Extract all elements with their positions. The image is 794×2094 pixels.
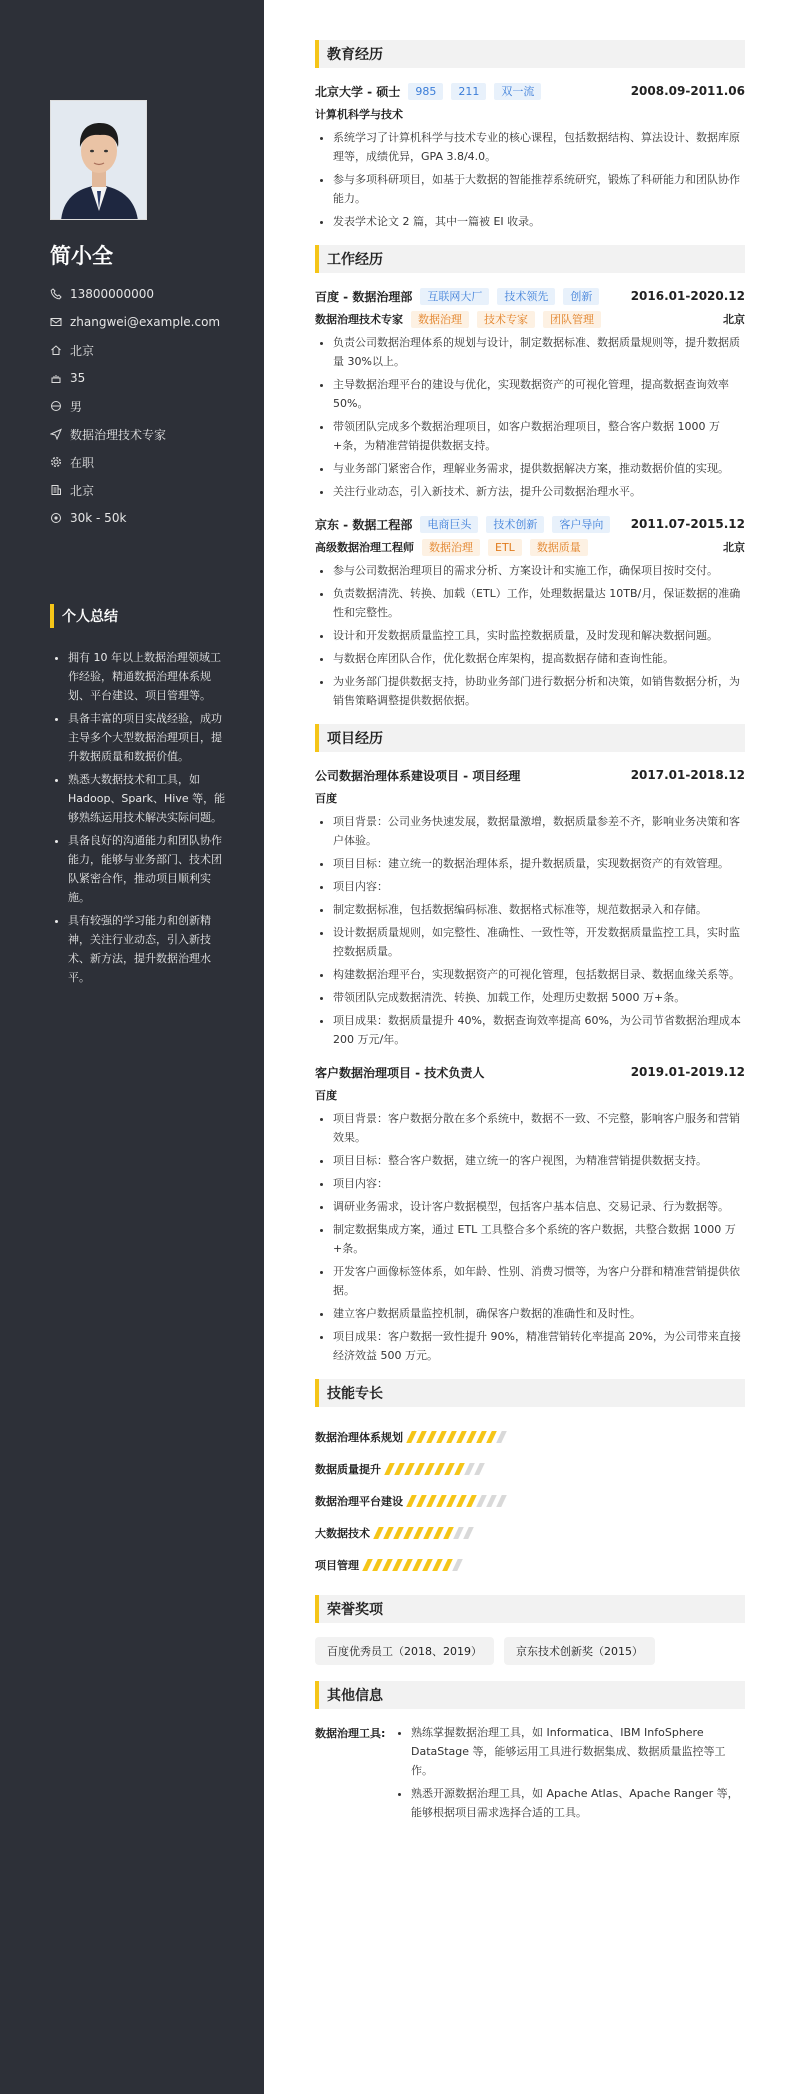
list-item: • 项目内容： [333, 1174, 745, 1193]
tag: 互联网大厂 [420, 288, 489, 305]
list-item: • 设计和开发数据质量监控工具，实时监控数据质量，及时发现和解决数据问题。 [333, 626, 745, 645]
work-header: 工作经历 [315, 245, 745, 273]
honor-badge: 百度优秀员工（2018、2019） [315, 1637, 494, 1665]
list-item: • 参与公司数据治理项目的需求分析、方案设计和实施工作，确保项目按时交付。 [333, 561, 745, 580]
position: 高级数据治理工程师 [315, 541, 414, 554]
skills-list [315, 1421, 745, 1581]
list-item: • 熟练掌握数据治理工具，如 Informatica、IBM InfoSphere DataStage 等，能够运用工具进行数据集成、数据质量监控等工作。 [411, 1723, 745, 1780]
project-name: 公司数据治理体系建设项目 - 项目经理 [315, 768, 521, 783]
skill-segment-filled [424, 1463, 435, 1475]
tag: 技术领先 [497, 288, 555, 305]
skill-row [315, 1453, 745, 1485]
skill-segment-filled [384, 1463, 395, 1475]
skill-segment-empty [463, 1527, 474, 1539]
contact-info [50, 280, 250, 532]
honors-list [315, 1637, 745, 1665]
title-text: 数据治理技术专家 [70, 427, 167, 442]
skill-segment-filled [416, 1495, 427, 1507]
main-content [315, 40, 745, 1826]
education-block [315, 82, 745, 231]
skill-name: 数据治理体系规划 [315, 1431, 403, 1444]
company-name: 京东 - 数据工程部 [315, 517, 413, 532]
skill-segment-filled [446, 1431, 457, 1443]
list-item: • 具备良好的沟通能力和团队协作能力，能够与业务部门、技术团队紧密合作，推动项目顺利实施。 [68, 831, 230, 907]
honor-badge: 京东技术创新奖（2015） [504, 1637, 655, 1665]
job-city: 北京 [723, 313, 745, 326]
user-icon [50, 400, 70, 412]
skill-segment-filled [383, 1527, 394, 1539]
skill-segment-filled [426, 1431, 437, 1443]
skill-segment-filled [456, 1495, 467, 1507]
list-item: • 与数据仓库团队合作，优化数据仓库架构，提高数据存储和查询性能。 [333, 649, 745, 668]
other-info [315, 1723, 745, 1826]
project-company: 百度 [315, 792, 337, 805]
skill-segment-empty [452, 1559, 463, 1571]
skill-segment-filled [362, 1559, 373, 1571]
list-item: • 带领团队完成数据清洗、转换、加载工作，处理历史数据 5000 万+条。 [333, 988, 745, 1007]
project-date: 2019.01-2019.12 [630, 1065, 745, 1079]
skill-segment-empty [496, 1495, 507, 1507]
skill-segment-empty [474, 1463, 485, 1475]
gender-text: 男 [70, 399, 83, 414]
skill-segment-filled [394, 1463, 405, 1475]
skill-segment-filled [412, 1559, 423, 1571]
honors-header: 荣誉奖项 [315, 1595, 745, 1623]
skill-segment-filled [392, 1559, 403, 1571]
other-label: 数据治理工具: [315, 1727, 386, 1740]
mail-icon [50, 316, 70, 328]
skill-segment-filled [403, 1527, 414, 1539]
skill-segment-filled [382, 1559, 393, 1571]
job-date: 2016.01-2020.12 [630, 289, 745, 303]
list-item: • 开发客户画像标签体系，如年龄、性别、消费习惯等，为客户分群和精准营销提供依据。 [333, 1262, 745, 1300]
list-item: • 具有较强的学习能力和创新精神，关注行业动态，引入新技术、新方法，提升数据治理水平。 [68, 911, 230, 987]
list-item: • 为业务部门提供数据支持，协助业务部门进行数据分析和决策，如销售数据分析，为销售策略调整提供数据依据。 [333, 672, 745, 710]
tag: 团队管理 [543, 311, 601, 328]
job-city: 北京 [723, 541, 745, 554]
skill-segment-filled [454, 1463, 465, 1475]
education-header: 教育经历 [315, 40, 745, 68]
list-item: • 构建数据治理平台，实现数据资产的可视化管理，包括数据目录、数据血缘关系等。 [333, 965, 745, 984]
skill-segment-filled [432, 1559, 443, 1571]
list-item: • 拥有 10 年以上数据治理领域工作经验，精通数据治理体系规划、平台建设、项目管理等。 [68, 648, 230, 705]
skill-name: 数据质量提升 [315, 1463, 381, 1476]
list-item: • 熟悉大数据技术和工具，如 Hadoop、Spark、Hive 等，能够熟练运用技术解决实际问题。 [68, 770, 230, 827]
skill-segment-filled [406, 1431, 417, 1443]
skill-segment-filled [466, 1495, 477, 1507]
sidebar [0, 0, 264, 2094]
skill-segment-filled [426, 1495, 437, 1507]
skill-row [315, 1485, 745, 1517]
skill-segment-filled [402, 1559, 413, 1571]
school-name: 北京大学 - 硕士 [315, 84, 401, 99]
phone-text[interactable]: 13800000000 [70, 287, 154, 301]
tag: 211 [451, 83, 486, 100]
email-text[interactable]: zhangwei@example.com [70, 315, 221, 329]
other-header: 其他信息 [315, 1681, 745, 1709]
skill-name: 数据治理平台建设 [315, 1495, 403, 1508]
target-city-text: 北京 [70, 483, 95, 498]
skill-segment-filled [442, 1559, 453, 1571]
skill-row [315, 1421, 745, 1453]
project-date: 2017.01-2018.12 [630, 768, 745, 782]
list-item: • 主导数据治理平台的建设与优化，实现数据资产的可视化管理，提高数据查询效率 50%。 [333, 375, 745, 413]
coin-icon [50, 512, 70, 524]
age-text: 35 [70, 371, 86, 385]
education-date: 2008.09-2011.06 [630, 84, 745, 98]
skill-segment-filled [436, 1431, 447, 1443]
phone-row [50, 280, 250, 308]
tag: 数据质量 [530, 539, 588, 556]
list-item: • 负责公司数据治理体系的规划与设计，制定数据标准、数据质量规则等，提升数据质量 30%以上。 [333, 333, 745, 371]
projects-header: 项目经历 [315, 724, 745, 752]
city-text: 北京 [70, 343, 95, 358]
company-name: 百度 - 数据治理部 [315, 289, 413, 304]
project-name: 客户数据治理项目 - 技术负责人 [315, 1065, 485, 1080]
skill-level-bar [387, 1463, 487, 1475]
position: 数据治理技术专家 [315, 313, 403, 326]
cake-icon [50, 372, 70, 384]
skill-segment-filled [404, 1463, 415, 1475]
skill-segment-filled [393, 1527, 404, 1539]
list-item: • 参与多项科研项目，如基于大数据的智能推荐系统研究，锻炼了科研能力和团队协作能力。 [333, 170, 745, 208]
skill-segment-filled [466, 1431, 477, 1443]
skill-segment-filled [413, 1527, 424, 1539]
salary-text: 30k - 50k [70, 511, 127, 525]
skill-segment-filled [373, 1527, 384, 1539]
list-item: • 调研业务需求，设计客户数据模型，包括客户基本信息、交易记录、行为数据等。 [333, 1197, 745, 1216]
list-item: • 熟悉开源数据治理工具，如 Apache Atlas、Apache Ranger 等，能够根据项目需求选择合适的工具。 [411, 1784, 745, 1822]
list-item: • 具备丰富的项目实战经验，成功主导多个大型数据治理项目，提升数据质量和数据价值。 [68, 709, 230, 766]
skill-segment-filled [433, 1527, 444, 1539]
skill-segment-empty [496, 1431, 507, 1443]
tag: 技术创新 [486, 516, 544, 533]
tag: 技术专家 [477, 311, 535, 328]
gender-row [50, 392, 250, 420]
skill-segment-filled [416, 1431, 427, 1443]
home-icon [50, 344, 70, 356]
list-item: • 项目目标：建立统一的数据治理体系，提升数据质量，实现数据资产的有效管理。 [333, 854, 745, 873]
list-item: • 项目背景：客户数据分散在多个系统中，数据不一致、不完整，影响客户服务和营销效果。 [333, 1109, 745, 1147]
skill-segment-filled [406, 1495, 417, 1507]
skill-segment-empty [476, 1495, 487, 1507]
tag: 双一流 [494, 83, 541, 100]
gear-icon [50, 456, 70, 468]
skill-segment-filled [372, 1559, 383, 1571]
skill-segment-empty [486, 1495, 497, 1507]
list-item: • 设计数据质量规则，如完整性、准确性、一致性等，开发数据质量监控工具，实时监控数据质量。 [333, 923, 745, 961]
avatar [50, 100, 147, 220]
job-date: 2011.07-2015.12 [630, 517, 745, 531]
tag: 985 [408, 83, 443, 100]
phone-icon [50, 288, 70, 300]
target-city-row [50, 476, 250, 504]
email-row [50, 308, 250, 336]
skill-segment-empty [453, 1527, 464, 1539]
age-row [50, 364, 250, 392]
skill-segment-filled [423, 1527, 434, 1539]
list-item: • 系统学习了计算机科学与技术专业的核心课程，包括数据结构、算法设计、数据库原理等，成绩优异，GPA 3.8/4.0。 [333, 128, 745, 166]
job-entry [315, 287, 745, 501]
avatar-photo [51, 101, 147, 220]
list-item: • 与业务部门紧密合作，理解业务需求，提供数据解决方案，推动数据价值的实现。 [333, 459, 745, 478]
list-item: • 建立客户数据质量监控机制，确保客户数据的准确性和及时性。 [333, 1304, 745, 1323]
project-company: 百度 [315, 1089, 337, 1102]
building-icon [50, 484, 70, 496]
skill-level-bar [365, 1559, 465, 1571]
tag: 数据治理 [411, 311, 469, 328]
list-item: • 发表学术论文 2 篇，其中一篇被 EI 收录。 [333, 212, 745, 231]
send-icon [50, 428, 70, 440]
list-item: • 制定数据标准，包括数据编码标准、数据格式标准等，规范数据录入和存储。 [333, 900, 745, 919]
major: 计算机科学与技术 [315, 108, 403, 121]
skill-segment-filled [436, 1495, 447, 1507]
skills-header: 技能专长 [315, 1379, 745, 1407]
skill-name: 大数据技术 [315, 1527, 370, 1540]
skill-segment-filled [422, 1559, 433, 1571]
skill-segment-filled [476, 1431, 487, 1443]
salary-row [50, 504, 250, 532]
list-item: • 负责数据清洗、转换、加载（ETL）工作，处理数据量达 10TB/月，保证数据的准确性和完整性。 [333, 584, 745, 622]
skill-segment-filled [486, 1431, 497, 1443]
summary-list [50, 648, 230, 987]
skill-level-bar [409, 1431, 509, 1443]
list-item: • 项目背景：公司业务快速发展，数据量激增，数据质量参差不齐，影响业务决策和客户体验。 [333, 812, 745, 850]
list-item: • 项目目标：整合客户数据，建立统一的客户视图，为精准营销提供数据支持。 [333, 1151, 745, 1170]
list-item: • 制定数据集成方案，通过 ETL 工具整合多个系统的客户数据，共整合数据 1000 万+条。 [333, 1220, 745, 1258]
skill-segment-filled [446, 1495, 457, 1507]
list-item: • 项目成果：数据质量提升 40%，数据查询效率提高 60%，为公司节省数据治理成本 200 万元/年。 [333, 1011, 745, 1049]
candidate-name: 简小全 [50, 244, 113, 268]
summary-section [50, 602, 230, 991]
tag: 创新 [563, 288, 599, 305]
skill-level-bar [409, 1495, 509, 1507]
summary-title: 个人总结 [50, 602, 230, 630]
project-entry [315, 766, 745, 1049]
skill-segment-filled [456, 1431, 467, 1443]
status-row [50, 448, 250, 476]
skill-name: 项目管理 [315, 1559, 359, 1572]
tag: ETL [488, 539, 522, 556]
list-item: • 带领团队完成多个数据治理项目，如客户数据治理项目，整合客户数据 1000 万+条，为精准营销提供数据支持。 [333, 417, 745, 455]
tag: 电商巨头 [420, 516, 478, 533]
list-item: • 关注行业动态，引入新技术、新方法，提升公司数据治理水平。 [333, 482, 745, 501]
skill-row [315, 1549, 745, 1581]
skill-segment-filled [444, 1463, 455, 1475]
project-entry [315, 1063, 745, 1365]
city-row [50, 336, 250, 364]
tag: 客户导向 [552, 516, 610, 533]
tag: 数据治理 [422, 539, 480, 556]
job-entry [315, 515, 745, 710]
status-text: 在职 [70, 455, 95, 470]
list-item: • 项目成果：客户数据一致性提升 90%，精准营销转化率提高 20%，为公司带来直接经济效益 500 万元。 [333, 1327, 745, 1365]
skill-segment-filled [414, 1463, 425, 1475]
skill-row [315, 1517, 745, 1549]
skill-level-bar [376, 1527, 476, 1539]
skill-segment-empty [464, 1463, 475, 1475]
title-row [50, 420, 250, 448]
list-item: • 项目内容： [333, 877, 745, 896]
skill-segment-filled [443, 1527, 454, 1539]
skill-segment-filled [434, 1463, 445, 1475]
